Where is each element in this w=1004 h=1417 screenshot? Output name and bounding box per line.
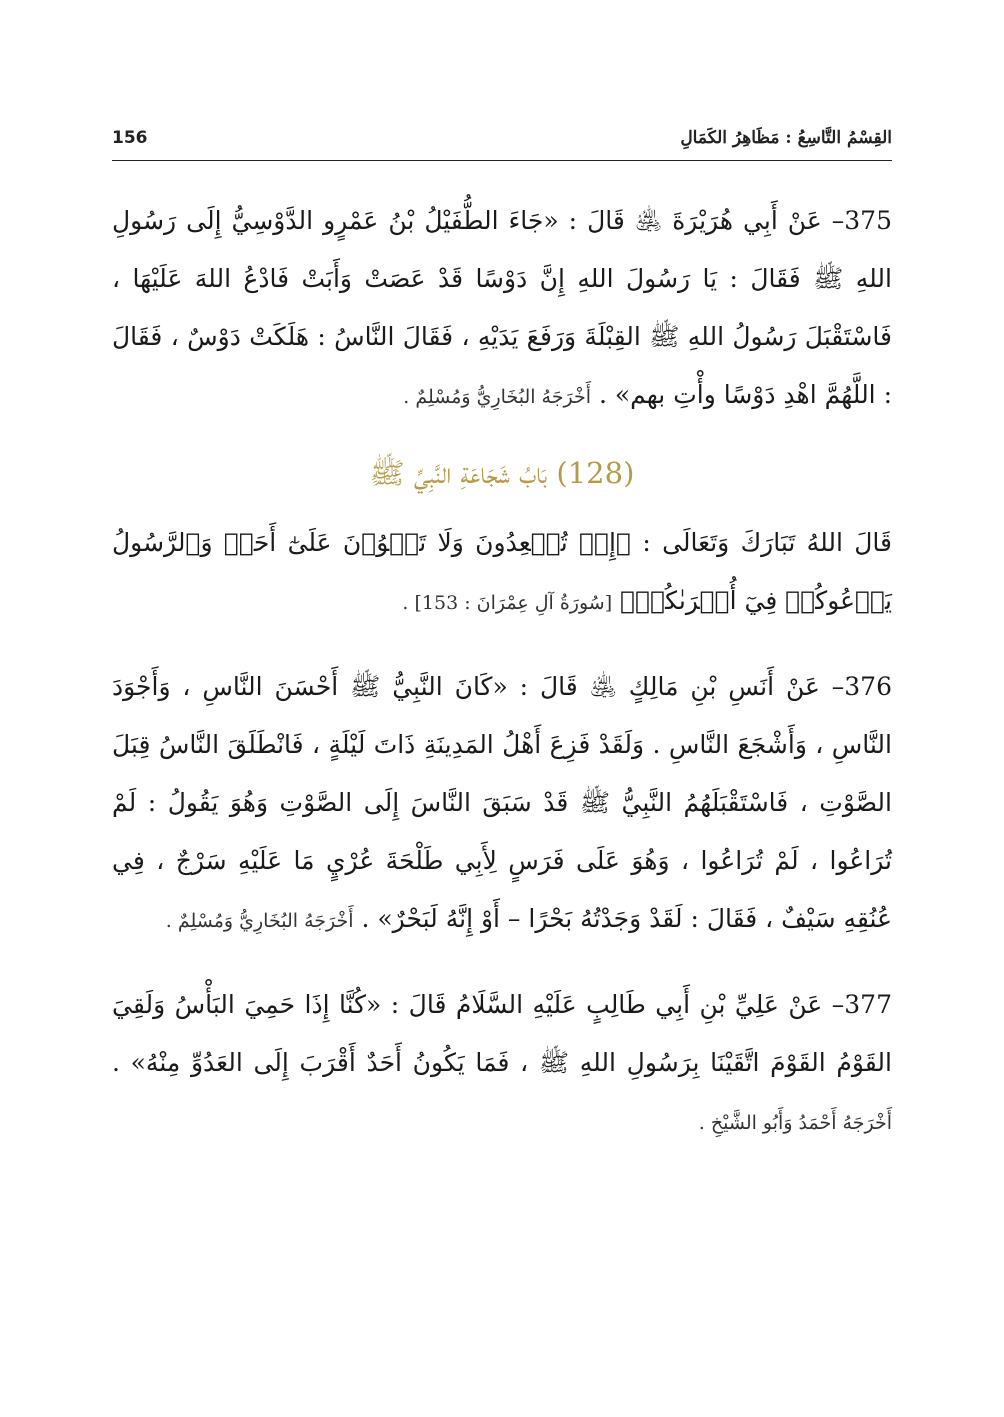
- hadith-376: [112, 658, 892, 950]
- ayah-block: [112, 514, 892, 632]
- hadith-377: [112, 976, 892, 1152]
- hadith-375: [112, 192, 892, 426]
- hadith-375-source: أَخْرَجَهُ البُخَارِيُّ وَمُسْلِمٌ .: [403, 386, 591, 408]
- page-body: [112, 192, 892, 1152]
- ayah-text: ﴿إِذۡ تُصۡعِدُونَ وَلَا تَلۡوُۥنَ عَلَىٰٓ أَحَدٖ وَٱلرَّسُولُ يَدۡعُوكُمۡ فِيٓ أُخۡرَىٰكُمۡ﴾: [112, 528, 892, 615]
- page-number: 156: [112, 128, 148, 148]
- hadith-377-source: أَخْرَجَهُ أَحْمَدُ وَأَبُو الشَّيْخِ .: [698, 1112, 892, 1134]
- hadith-375-text: 375– عَنْ أَبِي هُرَيْرَةَ ﵁ قَالَ : «جَاءَ الطُّفَيْلُ بْنُ عَمْرٍو الدَّوْسِيُّ إِلَى رَسُولِ اللهِ ﷺ فَقَالَ : يَا رَسُولَ اللهِ إِنَّ دَوْسًا قَدْ عَصَتْ وَأَبَتْ فَادْعُ اللهَ عَلَيْهَا ، فَاسْتَقْبَلَ رَسُولُ اللهِ ﷺ القِبْلَةَ وَرَفَعَ يَدَيْهِ ، فَقَالَ النَّاسُ : هَلَكَتْ دَوْسٌ ، فَقَالَ : اللَّهُمَّ اهْدِ دَوْسًا وأْتِ بهم» .: [112, 206, 892, 409]
- hadith-376-source: أَخْرَجَهُ البُخَارِيُّ وَمُسْلِمٌ .: [165, 910, 354, 932]
- running-header: [112, 118, 892, 158]
- ayah-reference: [سُورَةُ آلِ عِمْرَانَ : 153] .: [402, 592, 613, 614]
- chapter-title: (128) بَابُ شَجَاعَةِ النَّبِيِّ ﷺ: [369, 456, 635, 490]
- running-title: القِسْمُ التَّاسِعُ : مَظَاهِرُ الكَمَالِ: [680, 128, 892, 148]
- hadith-377-text: 377– عَنْ عَلِيِّ بْنِ أَبِي طَالِبٍ عَلَيْهِ السَّلَامُ قَالَ : «كُنَّا إِذَا حَمِيَ البَأْسُ وَلَقِيَ القَوْمُ القَوْمَ اتَّقَيْنَا بِرَسُولِ اللهِ ﷺ ، فَمَا يَكُونُ أَحَدٌ أَقْرَبَ إِلَى العَدُوِّ مِنْهُ» .: [112, 990, 892, 1077]
- ayah-intro: قَالَ اللهُ تَبَارَكَ وَتَعَالَى :: [642, 528, 892, 557]
- hadith-376-text: 376– عَنْ أَنَسِ بْنِ مَالِكٍ ﵁ قَالَ : «كَانَ النَّبِيُّ ﷺ أَحْسَنَ النَّاسِ ، وَأَجْوَدَ النَّاسِ ، وَأَشْجَعَ النَّاسِ . وَلَقَدْ فَزِعَ أَهْلُ المَدِينَةِ ذَاتَ لَيْلَةٍ ، فَانْطَلَقَ النَّاسُ قِبَلَ الصَّوْتِ ، فَاسْتَقْبَلَهُمُ النَّبِيُّ ﷺ قَدْ سَبَقَ النَّاسَ إِلَى الصَّوْتِ وَهُوَ يَقُولُ : لَمْ تُرَاعُوا ، لَمْ تُرَاعُوا ، وَهُوَ عَلَى فَرَسٍ لِأَبِي طَلْحَةَ عُرْيٍ مَا عَلَيْهِ سَرْجٌ ، فِي عُنُقِهِ سَيْفٌ ، فَقَالَ : لَقَدْ وَجَدْتُهُ بَحْرًا – أَوْ إِنَّهُ لَبَحْرٌ» .: [112, 672, 892, 933]
- header-divider: [112, 160, 892, 161]
